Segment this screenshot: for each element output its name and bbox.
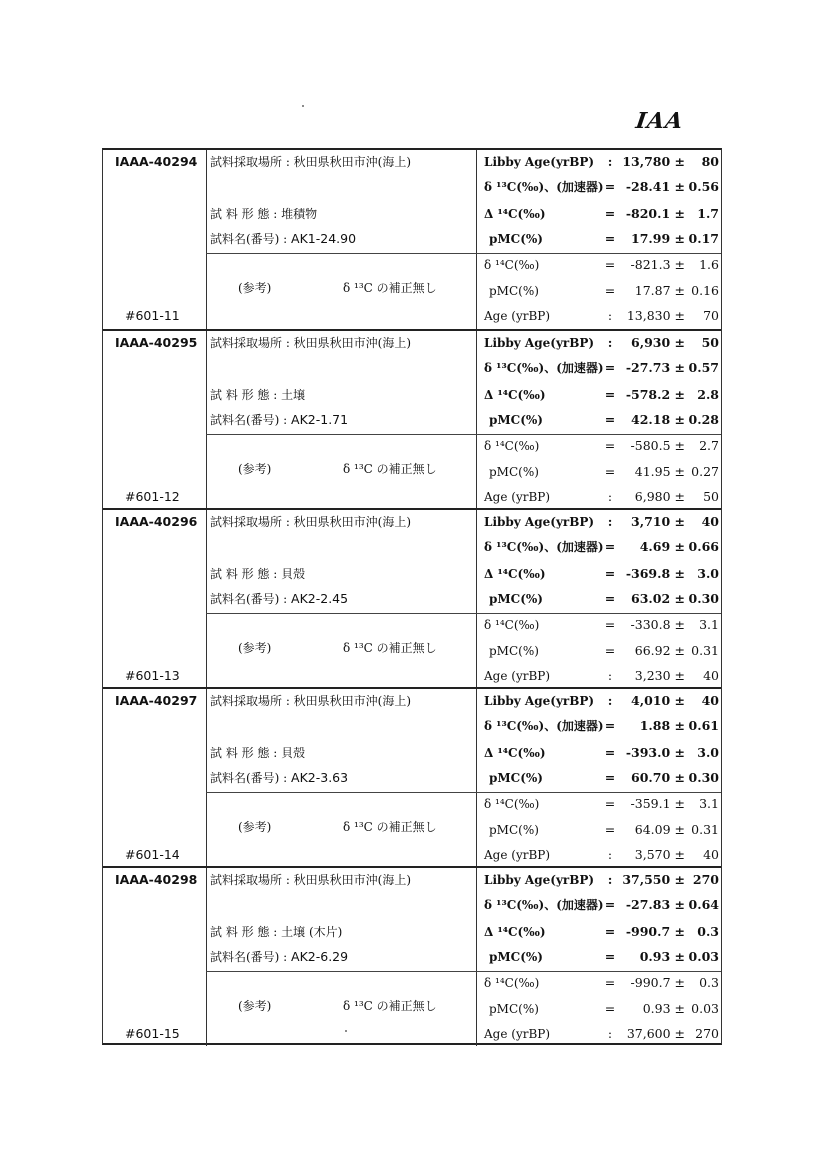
separator: =	[604, 1001, 616, 1016]
sample-form-label: 試 料 形 態	[210, 925, 274, 939]
pmc-label: pMC(%)	[489, 413, 543, 427]
age-label: Age (yrBP)	[484, 309, 551, 323]
pmc-uncorrected-error: 0.31	[691, 643, 719, 658]
sample-name-label: 試料名(番号) :	[210, 950, 292, 964]
pmc-value: 17.99 ±	[631, 231, 685, 246]
pmc-error: 0.17	[688, 231, 719, 246]
d13c-label: δ ¹³C(‰)、(加速器)	[484, 898, 604, 912]
sample-record	[103, 866, 721, 1046]
reference-label: (参考)	[238, 999, 272, 1013]
libby-age-error: 40	[701, 693, 719, 708]
separator: =	[604, 539, 616, 554]
separator: :	[607, 335, 613, 350]
sample-name-value: AK2-2.45	[291, 591, 349, 606]
sample-record	[103, 329, 721, 509]
pmc-uncorrected-error: 0.31	[691, 822, 719, 837]
D14c-label: Δ ¹⁴C(‰)	[484, 567, 546, 581]
no-correction-label: δ ¹³C の補正無し	[343, 462, 437, 476]
separator: =	[604, 257, 616, 272]
D14c-label: Δ ¹⁴C(‰)	[484, 388, 546, 402]
pmc-uncorrected-label: pMC(%)	[489, 823, 539, 837]
d14c-label: δ ¹⁴C(‰)	[484, 439, 540, 453]
column-divider	[206, 689, 207, 867]
sample-id: IAAA-40295	[115, 335, 198, 350]
d14c-label: δ ¹⁴C(‰)	[484, 618, 540, 632]
sample-id: IAAA-40297	[115, 693, 198, 708]
age-label: Age (yrBP)	[484, 490, 551, 504]
age-value: 37,600 ±	[626, 1026, 685, 1041]
d14c-error: 1.6	[699, 257, 719, 272]
libby-age-label: Libby Age(yrBP)	[484, 336, 595, 350]
age-error: 50	[703, 489, 719, 504]
sample-record	[103, 508, 721, 688]
age-error: 40	[703, 668, 719, 683]
separator: =	[604, 745, 616, 760]
column-divider	[476, 510, 477, 688]
d14c-error: 0.3	[699, 975, 719, 990]
pmc-uncorrected-error: 0.16	[691, 283, 719, 298]
separator: =	[604, 360, 616, 375]
separator: =	[604, 770, 616, 785]
D14c-value: -990.7 ±	[625, 924, 685, 939]
libby-age-error: 270	[692, 872, 719, 887]
pmc-label: pMC(%)	[489, 592, 543, 606]
sample-form-value: : 土壌 (木片)	[273, 925, 343, 939]
sample-code: #601-13	[125, 668, 180, 683]
pmc-uncorrected-value: 64.09 ±	[634, 822, 685, 837]
column-divider	[206, 868, 207, 1046]
sampling-location: 試料採取場所 : 秋田県秋田市沖(海上)	[210, 336, 412, 350]
pmc-uncorrected-value: 17.87 ±	[634, 283, 685, 298]
sample-name	[210, 412, 348, 428]
sample-code: #601-14	[125, 847, 180, 862]
separator: :	[607, 693, 613, 708]
reference-label: (参考)	[238, 462, 272, 476]
sample-form-value: : 土壌	[273, 388, 306, 402]
age-value: 3,570 ±	[634, 847, 685, 862]
no-correction-label: δ ¹³C の補正無し	[343, 820, 437, 834]
age-value: 3,230 ±	[634, 668, 685, 683]
reference-divider	[206, 253, 721, 254]
d13c-error: 0.57	[688, 360, 719, 375]
d14c-error: 3.1	[699, 617, 719, 632]
d13c-value: -27.83 ±	[625, 897, 685, 912]
sample-form	[210, 387, 305, 403]
d13c-error: 0.66	[688, 539, 719, 554]
pmc-error: 0.28	[688, 412, 719, 427]
sampling-location: 試料採取場所 : 秋田県秋田市沖(海上)	[210, 694, 412, 708]
sample-id: IAAA-40298	[115, 872, 198, 887]
d13c-value: -28.41 ±	[625, 179, 685, 194]
sample-name	[210, 770, 348, 786]
libby-age-error: 50	[701, 335, 719, 350]
D14c-value: -820.1 ±	[625, 206, 685, 221]
separator: =	[604, 283, 616, 298]
pmc-uncorrected-label: pMC(%)	[489, 284, 539, 298]
sample-form-value: : 堆積物	[273, 207, 318, 221]
pmc-uncorrected-label: pMC(%)	[489, 644, 539, 658]
d14c-label: δ ¹⁴C(‰)	[484, 258, 540, 272]
sample-form-label: 試 料 形 態	[210, 746, 274, 760]
sample-id: IAAA-40296	[115, 514, 198, 529]
separator: =	[604, 924, 616, 939]
age-value: 6,980 ±	[634, 489, 685, 504]
libby-age-value: 6,930 ±	[631, 335, 685, 350]
age-label: Age (yrBP)	[484, 1027, 551, 1041]
column-divider	[476, 150, 477, 330]
libby-age-value: 3,710 ±	[631, 514, 685, 529]
lab-logo: IAA	[634, 108, 686, 134]
separator: =	[604, 643, 616, 658]
age-error: 40	[703, 847, 719, 862]
d13c-label: δ ¹³C(‰)、(加速器)	[484, 540, 604, 554]
age-value: 13,830 ±	[626, 308, 685, 323]
reference-label: (参考)	[238, 820, 272, 834]
d14c-label: δ ¹⁴C(‰)	[484, 797, 540, 811]
d13c-error: 0.64	[688, 897, 719, 912]
pmc-uncorrected-value: 66.92 ±	[634, 643, 685, 658]
separator: :	[607, 1026, 613, 1041]
age-label: Age (yrBP)	[484, 669, 551, 683]
sample-code: #601-15	[125, 1026, 180, 1041]
D14c-value: -369.8 ±	[625, 566, 685, 581]
sample-form-label: 試 料 形 態	[210, 207, 274, 221]
d14c-value: -990.7 ±	[630, 975, 685, 990]
sample-name-value: AK2-3.63	[291, 770, 349, 785]
sample-form	[210, 745, 305, 761]
separator: =	[604, 231, 616, 246]
sample-record	[103, 150, 721, 330]
pmc-label: pMC(%)	[489, 950, 543, 964]
D14c-label: Δ ¹⁴C(‰)	[484, 925, 546, 939]
separator: =	[604, 591, 616, 606]
d13c-label: δ ¹³C(‰)、(加速器)	[484, 719, 604, 733]
sample-form-value: : 貝殻	[273, 567, 306, 581]
D14c-value: -393.0 ±	[625, 745, 685, 760]
D14c-error: 2.8	[697, 387, 719, 402]
sample-name-label: 試料名(番号) :	[210, 771, 292, 785]
d13c-error: 0.61	[688, 718, 719, 733]
d13c-label: δ ¹³C(‰)、(加速器)	[484, 361, 604, 375]
reference-label: (参考)	[238, 281, 272, 295]
separator: =	[604, 897, 616, 912]
pmc-value: 0.93 ±	[639, 949, 685, 964]
D14c-label: Δ ¹⁴C(‰)	[484, 207, 546, 221]
column-divider	[206, 510, 207, 688]
libby-age-error: 40	[701, 514, 719, 529]
age-label: Age (yrBP)	[484, 848, 551, 862]
separator: :	[607, 154, 613, 169]
sampling-location: 試料採取場所 : 秋田県秋田市沖(海上)	[210, 873, 412, 887]
pmc-uncorrected-error: 0.03	[691, 1001, 719, 1016]
reference-divider	[206, 971, 721, 972]
pmc-label: pMC(%)	[489, 232, 543, 246]
sample-form	[210, 206, 317, 222]
d13c-value: 1.88 ±	[639, 718, 685, 733]
libby-age-value: 13,780 ±	[622, 154, 685, 169]
reference-divider	[206, 434, 721, 435]
separator: :	[607, 872, 613, 887]
column-divider	[476, 868, 477, 1046]
separator: =	[604, 949, 616, 964]
separator: :	[607, 489, 613, 504]
pmc-value: 42.18 ±	[631, 412, 685, 427]
separator: =	[604, 822, 616, 837]
separator: =	[604, 566, 616, 581]
d14c-label: δ ¹⁴C(‰)	[484, 976, 540, 990]
D14c-error: 3.0	[697, 745, 719, 760]
column-divider	[476, 689, 477, 867]
d14c-value: -330.8 ±	[630, 617, 685, 632]
libby-age-label: Libby Age(yrBP)	[484, 515, 595, 529]
pmc-uncorrected-value: 41.95 ±	[634, 464, 685, 479]
column-divider	[206, 150, 207, 330]
pmc-uncorrected-label: pMC(%)	[489, 1002, 539, 1016]
d13c-error: 0.56	[688, 179, 719, 194]
separator: =	[604, 179, 616, 194]
sample-form	[210, 566, 305, 582]
radiocarbon-results-table	[102, 148, 722, 1045]
no-correction-label: δ ¹³C の補正無し	[343, 281, 437, 295]
age-error: 70	[703, 308, 719, 323]
separator: :	[607, 847, 613, 862]
pmc-error: 0.30	[688, 770, 719, 785]
libby-age-error: 80	[701, 154, 719, 169]
libby-age-value: 37,550 ±	[622, 872, 685, 887]
pmc-uncorrected-value: 0.93 ±	[642, 1001, 685, 1016]
separator: =	[604, 796, 616, 811]
pmc-error: 0.30	[688, 591, 719, 606]
sample-form-value: : 貝殻	[273, 746, 306, 760]
separator: :	[607, 668, 613, 683]
libby-age-label: Libby Age(yrBP)	[484, 155, 595, 169]
d13c-label: δ ¹³C(‰)、(加速器)	[484, 180, 604, 194]
separator: =	[604, 464, 616, 479]
sample-name	[210, 949, 348, 965]
sample-code: #601-11	[125, 308, 180, 323]
d14c-value: -359.1 ±	[630, 796, 685, 811]
sample-name-value: AK2-1.71	[291, 412, 349, 427]
sample-form	[210, 924, 342, 940]
sample-name-value: AK1-24.90	[291, 231, 357, 246]
pmc-uncorrected-label: pMC(%)	[489, 465, 539, 479]
column-divider	[206, 331, 207, 509]
separator: =	[604, 975, 616, 990]
pmc-uncorrected-error: 0.27	[691, 464, 719, 479]
separator: =	[604, 412, 616, 427]
no-correction-label: δ ¹³C の補正無し	[343, 999, 437, 1013]
separator: =	[604, 438, 616, 453]
libby-age-value: 4,010 ±	[631, 693, 685, 708]
sample-name	[210, 231, 356, 247]
D14c-label: Δ ¹⁴C(‰)	[484, 746, 546, 760]
d13c-value: 4.69 ±	[639, 539, 685, 554]
separator: :	[607, 514, 613, 529]
separator: =	[604, 718, 616, 733]
sample-id: IAAA-40294	[115, 154, 198, 169]
d14c-value: -821.3 ±	[630, 257, 685, 272]
pmc-error: 0.03	[688, 949, 719, 964]
sample-form-label: 試 料 形 態	[210, 567, 274, 581]
sample-name-value: AK2-6.29	[291, 949, 349, 964]
sample-name	[210, 591, 348, 607]
separator: =	[604, 387, 616, 402]
D14c-error: 3.0	[697, 566, 719, 581]
D14c-error: 0.3	[697, 924, 719, 939]
libby-age-label: Libby Age(yrBP)	[484, 694, 595, 708]
sample-code: #601-12	[125, 489, 180, 504]
sample-name-label: 試料名(番号) :	[210, 232, 292, 246]
age-error: 270	[695, 1026, 719, 1041]
separator: :	[607, 308, 613, 323]
reference-divider	[206, 792, 721, 793]
reference-label: (参考)	[238, 641, 272, 655]
D14c-error: 1.7	[697, 206, 719, 221]
sample-name-label: 試料名(番号) :	[210, 413, 292, 427]
pmc-value: 63.02 ±	[631, 591, 685, 606]
d14c-value: -580.5 ±	[630, 438, 685, 453]
scan-speck	[302, 105, 304, 107]
sampling-location: 試料採取場所 : 秋田県秋田市沖(海上)	[210, 515, 412, 529]
D14c-value: -578.2 ±	[625, 387, 685, 402]
no-correction-label: δ ¹³C の補正無し	[343, 641, 437, 655]
sample-form-label: 試 料 形 態	[210, 388, 274, 402]
column-divider	[476, 331, 477, 509]
d14c-error: 3.1	[699, 796, 719, 811]
sampling-location: 試料採取場所 : 秋田県秋田市沖(海上)	[210, 155, 412, 169]
separator: =	[604, 206, 616, 221]
pmc-value: 60.70 ±	[631, 770, 685, 785]
d14c-error: 2.7	[699, 438, 719, 453]
libby-age-label: Libby Age(yrBP)	[484, 873, 595, 887]
d13c-value: -27.73 ±	[625, 360, 685, 375]
pmc-label: pMC(%)	[489, 771, 543, 785]
separator: =	[604, 617, 616, 632]
sample-name-label: 試料名(番号) :	[210, 592, 292, 606]
reference-divider	[206, 613, 721, 614]
sample-record	[103, 687, 721, 867]
